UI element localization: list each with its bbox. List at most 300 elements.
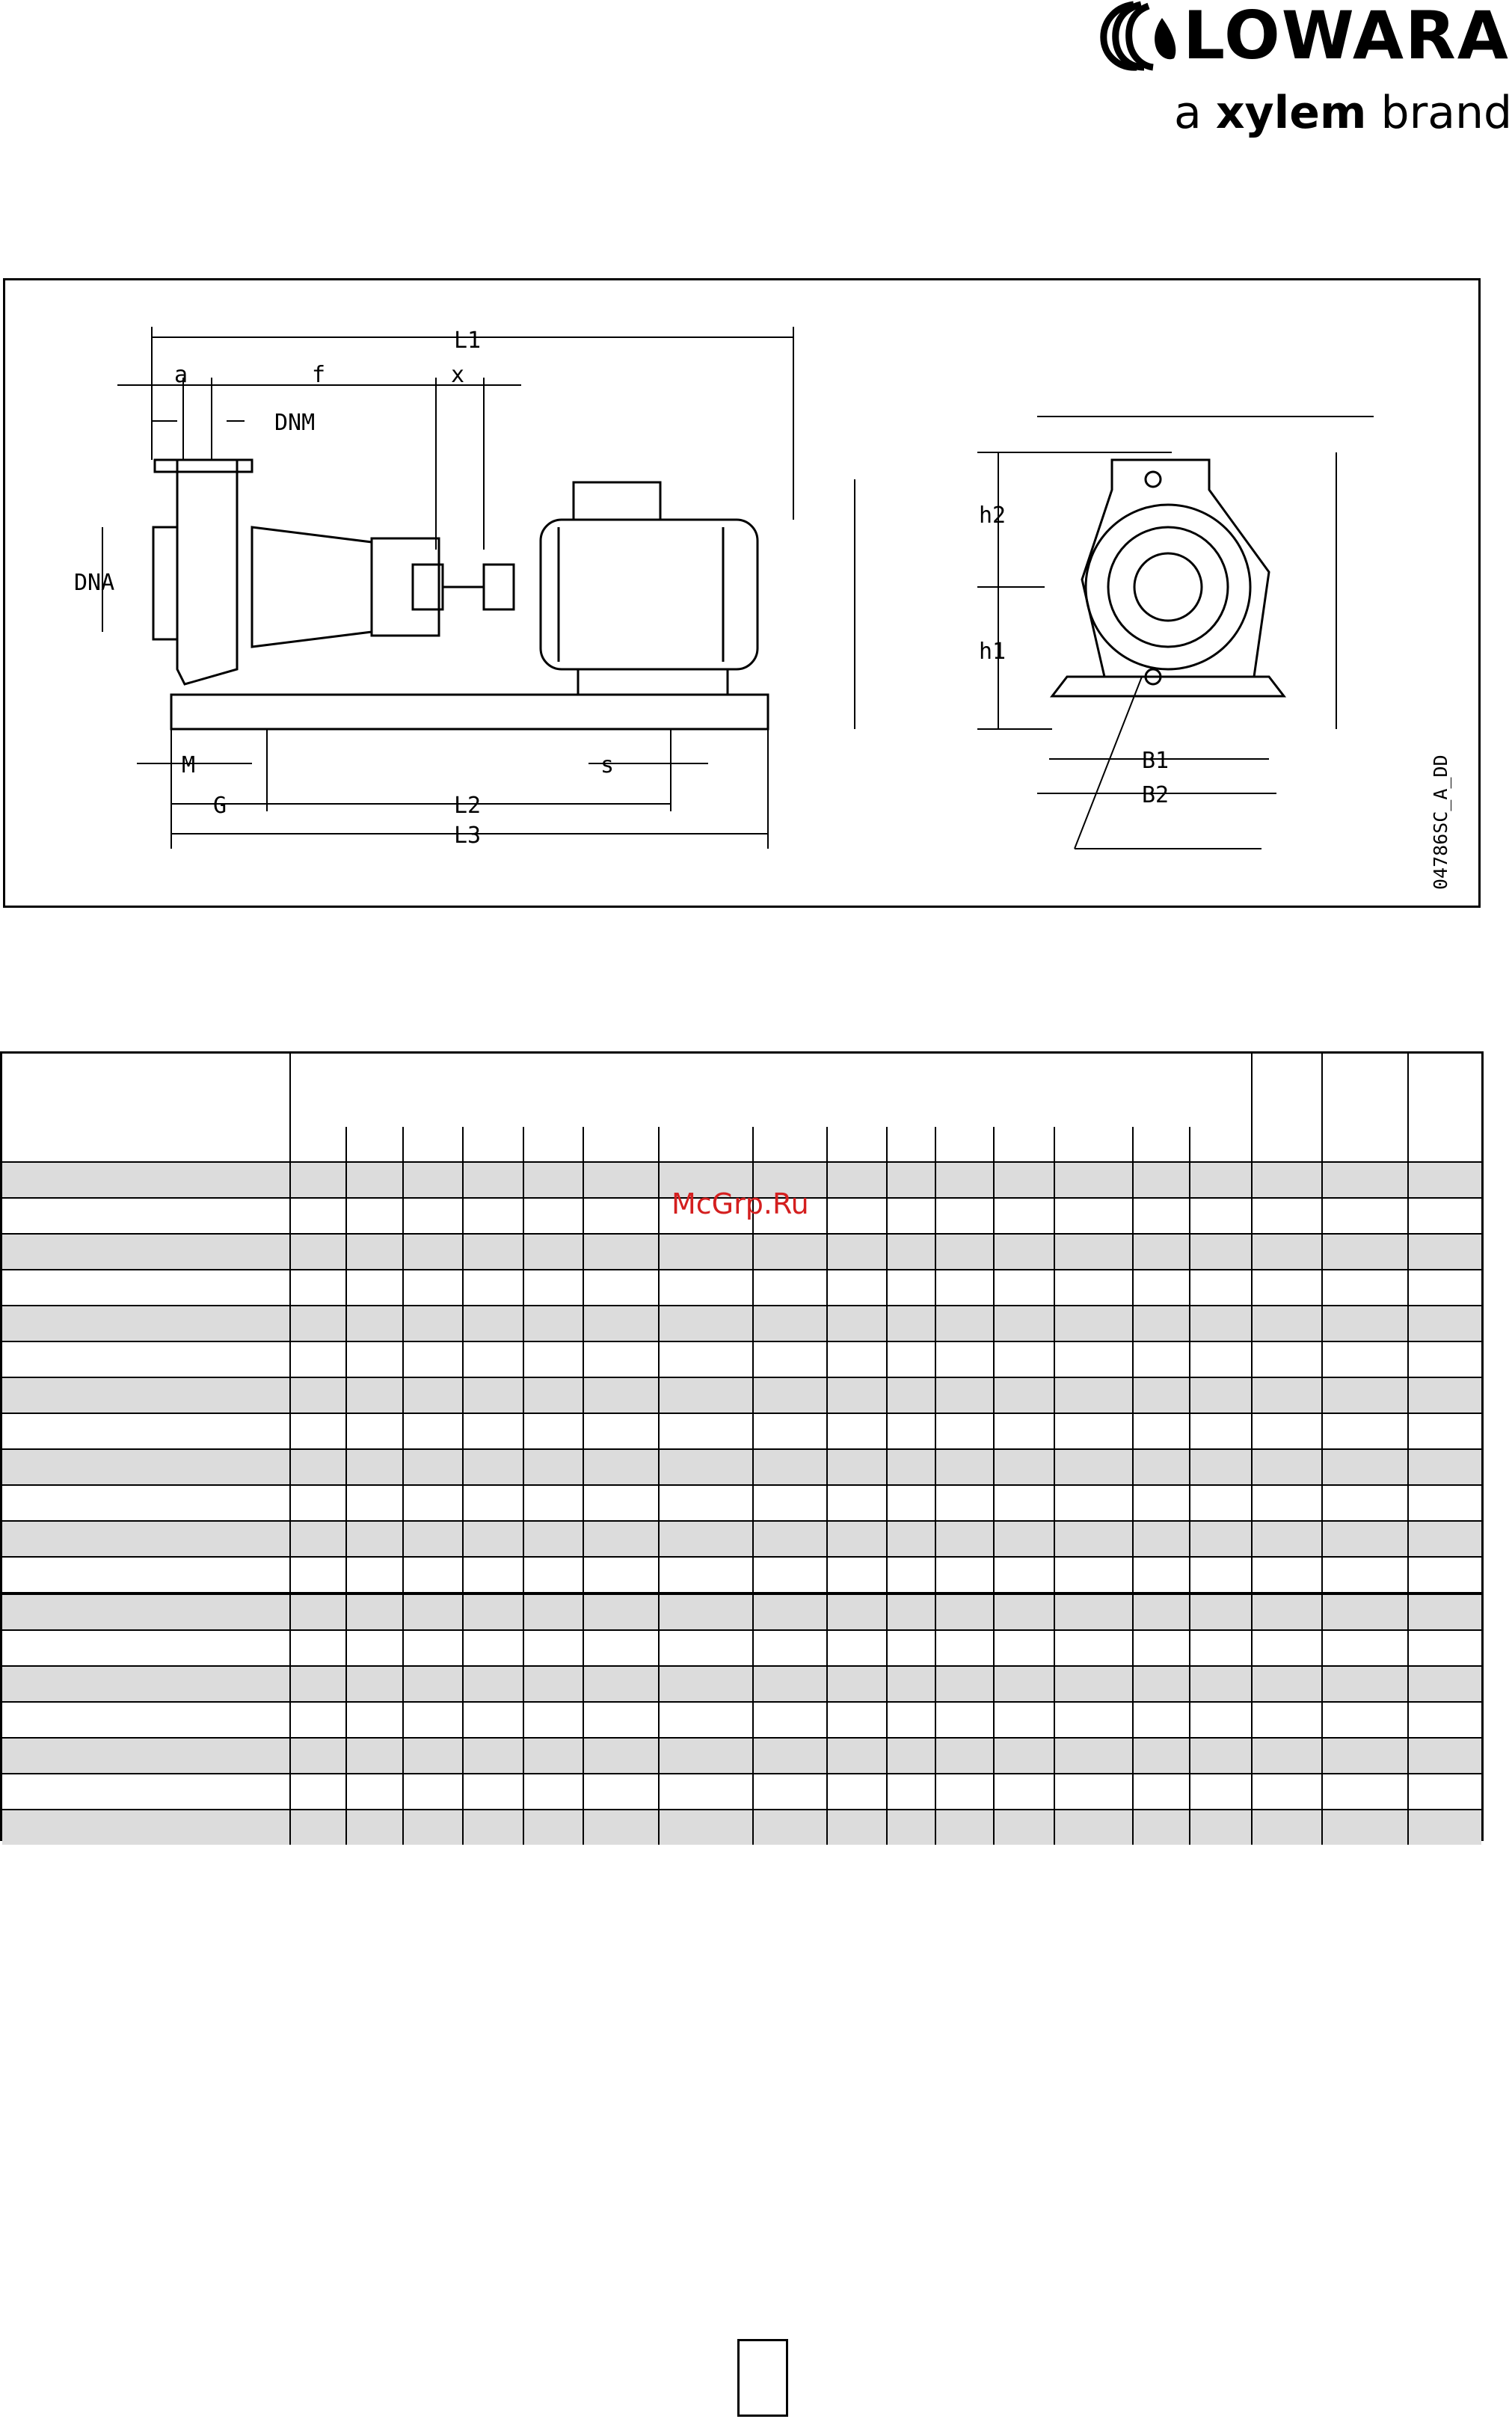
table-cell (2, 1702, 290, 1738)
table-cell (753, 1702, 827, 1738)
table-cell (290, 1234, 347, 1270)
table-cell (753, 1557, 827, 1593)
table-cell (1322, 1306, 1408, 1341)
table-cell (887, 1413, 935, 1449)
table-cell (346, 1449, 403, 1485)
table-cell (1322, 1810, 1408, 1845)
table-cell (583, 1198, 659, 1234)
table-cell (1252, 1557, 1323, 1593)
table-cell (1133, 1306, 1190, 1341)
dim-label-DNA: DNA (74, 570, 115, 596)
table-cell (1408, 1702, 1481, 1738)
table-cell (659, 1557, 753, 1593)
table-cell (994, 1485, 1054, 1521)
brand-logo (1099, 0, 1512, 165)
table-cell (463, 1198, 523, 1234)
table-cell (994, 1738, 1054, 1774)
table-cell (1133, 1162, 1190, 1198)
brand-tagline: a xylem brand (1174, 87, 1512, 139)
table-cell (1054, 1413, 1133, 1449)
table-cell (2, 1666, 290, 1702)
table-cell (583, 1270, 659, 1306)
table-cell (1133, 1810, 1190, 1845)
motor-body-shape (541, 520, 757, 669)
table-cell (1054, 1810, 1133, 1845)
table-cell (935, 1702, 995, 1738)
table-cell (935, 1270, 995, 1306)
table-cell (994, 1198, 1054, 1234)
table-cell (583, 1593, 659, 1630)
table-cell (583, 1630, 659, 1666)
table-cell (403, 1630, 464, 1666)
table-cell (1322, 1377, 1408, 1413)
table-cell (1322, 1666, 1408, 1702)
table-cell (935, 1630, 995, 1666)
table-cell (583, 1413, 659, 1449)
table-cell (659, 1738, 753, 1774)
table-cell (935, 1306, 995, 1341)
table-cell (827, 1666, 888, 1702)
table-cell (583, 1738, 659, 1774)
table-row (2, 1341, 1481, 1377)
table-cell (827, 1593, 888, 1630)
table-cell (1408, 1630, 1481, 1666)
table-cell (523, 1666, 584, 1702)
table-cell (1054, 1341, 1133, 1377)
table-cell (583, 1666, 659, 1702)
table-cell (935, 1810, 995, 1845)
table-cell (659, 1377, 753, 1413)
table-cell (827, 1521, 888, 1557)
dim-label-B1: B1 (1142, 748, 1170, 774)
table-cell (463, 1666, 523, 1702)
table-cell (753, 1306, 827, 1341)
table-cell (290, 1702, 347, 1738)
table-cell (463, 1162, 523, 1198)
table-row (2, 1377, 1481, 1413)
table-row (2, 1485, 1481, 1521)
table-cell (1133, 1485, 1190, 1521)
table-cell (1054, 1593, 1133, 1630)
table-cell (523, 1630, 584, 1666)
table-cell (659, 1521, 753, 1557)
table-cell (1190, 1162, 1252, 1198)
table-cell (2, 1234, 290, 1270)
table-cell (2, 1738, 290, 1774)
table-cell (346, 1198, 403, 1234)
pump-casing-shape (177, 460, 237, 684)
table-cell (403, 1341, 464, 1377)
table-cell (887, 1162, 935, 1198)
table-cell (1252, 1198, 1323, 1234)
table-cell (1408, 1774, 1481, 1810)
table-cell (1133, 1449, 1190, 1485)
table-cell (1252, 1666, 1323, 1702)
table-cell (887, 1521, 935, 1557)
table-cell (583, 1810, 659, 1845)
table-cell (463, 1341, 523, 1377)
table-cell (403, 1306, 464, 1341)
table-cell (583, 1521, 659, 1557)
brand-name: LOWARA (1183, 0, 1510, 74)
table-cell (2, 1521, 290, 1557)
table-cell (1054, 1377, 1133, 1413)
table-row (2, 1774, 1481, 1810)
table-cell (1190, 1521, 1252, 1557)
table-cell (1322, 1557, 1408, 1593)
table-cell (1408, 1557, 1481, 1593)
table-cell (403, 1234, 464, 1270)
table-cell (583, 1485, 659, 1521)
table-cell (994, 1162, 1054, 1198)
table-cell (583, 1449, 659, 1485)
dim-label-a: a (174, 362, 188, 388)
table-cell (994, 1810, 1054, 1845)
table-cell (887, 1702, 935, 1738)
table-cell (583, 1377, 659, 1413)
table-cell (1408, 1377, 1481, 1413)
table-cell (1054, 1234, 1133, 1270)
table-cell (753, 1810, 827, 1845)
table-cell (2, 1557, 290, 1593)
table-cell (403, 1521, 464, 1557)
table-row (2, 1630, 1481, 1666)
table-cell (1190, 1341, 1252, 1377)
table-cell (2, 1413, 290, 1449)
table-cell (463, 1738, 523, 1774)
table-cell (290, 1449, 347, 1485)
dim-label-s: s (600, 752, 615, 778)
table-cell (1252, 1449, 1323, 1485)
table-cell (659, 1234, 753, 1270)
table-cell (1408, 1413, 1481, 1449)
table-cell (1054, 1162, 1133, 1198)
table-cell (1408, 1270, 1481, 1306)
table-cell (753, 1341, 827, 1377)
dim-label-G: G (213, 793, 227, 819)
table-cell (1133, 1341, 1190, 1377)
table-cell (1252, 1162, 1323, 1198)
table-cell (1408, 1198, 1481, 1234)
table-cell (346, 1234, 403, 1270)
table-cell (2, 1630, 290, 1666)
table-cell (1133, 1666, 1190, 1702)
table-cell (659, 1485, 753, 1521)
table-cell (1133, 1377, 1190, 1413)
table-cell (463, 1630, 523, 1666)
table-cell (1408, 1234, 1481, 1270)
table-cell (463, 1521, 523, 1557)
table-cell (935, 1557, 995, 1593)
table-cell (935, 1738, 995, 1774)
table-cell (523, 1702, 584, 1738)
table-cell (523, 1413, 584, 1449)
table-cell (1408, 1449, 1481, 1485)
table-cell (523, 1449, 584, 1485)
table-cell (2, 1485, 290, 1521)
table-cell (827, 1630, 888, 1666)
drawing-code: 04786SC_A_DD (1430, 754, 1451, 890)
table-cell (1054, 1449, 1133, 1485)
table-cell (1322, 1198, 1408, 1234)
table-cell (346, 1702, 403, 1738)
table-cell (994, 1630, 1054, 1666)
table-row (2, 1702, 1481, 1738)
table-cell (753, 1485, 827, 1521)
table-cell (753, 1270, 827, 1306)
table-cell (1252, 1702, 1323, 1738)
table-cell (1054, 1521, 1133, 1557)
table-cell (346, 1666, 403, 1702)
table-cell (1190, 1485, 1252, 1521)
table-cell (1322, 1234, 1408, 1270)
table-cell (994, 1234, 1054, 1270)
table-cell (753, 1377, 827, 1413)
table-cell (1322, 1270, 1408, 1306)
table-cell (1252, 1485, 1323, 1521)
table-cell (659, 1702, 753, 1738)
table-cell (827, 1306, 888, 1341)
table-cell (753, 1521, 827, 1557)
table-cell (994, 1306, 1054, 1341)
table-row (2, 1306, 1481, 1341)
table-cell (2, 1162, 290, 1198)
table-cell (1133, 1557, 1190, 1593)
dim-label-h2: h2 (979, 502, 1007, 529)
table-cell (659, 1810, 753, 1845)
table-cell (1054, 1557, 1133, 1593)
table-cell (887, 1666, 935, 1702)
table-cell (290, 1270, 347, 1306)
dim-label-B2: B2 (1142, 782, 1170, 808)
table-cell (346, 1774, 403, 1810)
table-cell (827, 1557, 888, 1593)
table-cell (1190, 1270, 1252, 1306)
table-cell (827, 1413, 888, 1449)
table-cell (1054, 1485, 1133, 1521)
table-cell (346, 1306, 403, 1341)
table-cell (346, 1341, 403, 1377)
table-cell (290, 1162, 347, 1198)
table-cell (827, 1738, 888, 1774)
table-cell (463, 1413, 523, 1449)
table-cell (887, 1306, 935, 1341)
table-cell (1252, 1341, 1323, 1377)
table-cell (1322, 1413, 1408, 1449)
table-cell (935, 1449, 995, 1485)
table-row (2, 1413, 1481, 1449)
table-cell (290, 1630, 347, 1666)
table-cell (1054, 1702, 1133, 1738)
table-cell (1190, 1234, 1252, 1270)
table-cell (1252, 1413, 1323, 1449)
table-cell (935, 1413, 995, 1449)
table-cell (1054, 1738, 1133, 1774)
table-cell (583, 1162, 659, 1198)
table-cell (1322, 1702, 1408, 1738)
table-cell (659, 1593, 753, 1630)
table-cell (659, 1341, 753, 1377)
table-cell (346, 1270, 403, 1306)
table-cell (403, 1702, 464, 1738)
table-cell (994, 1270, 1054, 1306)
table-cell (827, 1485, 888, 1521)
table-cell (1408, 1485, 1481, 1521)
table-cell (887, 1341, 935, 1377)
table-cell (1190, 1630, 1252, 1666)
table-cell (1190, 1413, 1252, 1449)
table-cell (1322, 1630, 1408, 1666)
table-cell (346, 1630, 403, 1666)
table-cell (346, 1521, 403, 1557)
table-cell (523, 1270, 584, 1306)
table-row (2, 1666, 1481, 1702)
table-cell (290, 1485, 347, 1521)
table-cell (523, 1485, 584, 1521)
table-cell (827, 1341, 888, 1377)
lowara-logo-icon (1099, 1, 1178, 70)
table-cell (994, 1702, 1054, 1738)
dim-label-L1: L1 (454, 328, 482, 354)
table-cell (887, 1485, 935, 1521)
table-cell (463, 1449, 523, 1485)
table-cell (1322, 1485, 1408, 1521)
table-cell (1408, 1738, 1481, 1774)
table-cell (887, 1557, 935, 1593)
table-cell (290, 1810, 347, 1845)
table-cell (2, 1270, 290, 1306)
table-cell (1133, 1630, 1190, 1666)
table-cell (827, 1702, 888, 1738)
table-cell (1190, 1810, 1252, 1845)
table-cell (753, 1774, 827, 1810)
table-cell (463, 1593, 523, 1630)
table-cell (463, 1810, 523, 1845)
table-cell (2, 1377, 290, 1413)
table-cell (346, 1413, 403, 1449)
table-cell (1322, 1449, 1408, 1485)
table-cell (1054, 1306, 1133, 1341)
table-cell (1133, 1774, 1190, 1810)
table-cell (1408, 1162, 1481, 1198)
table-cell (935, 1234, 995, 1270)
table-cell (935, 1377, 995, 1413)
table-cell (1252, 1306, 1323, 1341)
table-cell (1408, 1810, 1481, 1845)
table-cell (583, 1557, 659, 1593)
table-cell (2, 1593, 290, 1630)
table-cell (523, 1557, 584, 1593)
table-cell (1252, 1521, 1323, 1557)
table-cell (1190, 1198, 1252, 1234)
table-cell (753, 1630, 827, 1666)
table-cell (1054, 1666, 1133, 1702)
table-cell (523, 1377, 584, 1413)
table-cell (403, 1198, 464, 1234)
table-cell (523, 1234, 584, 1270)
table-cell (583, 1702, 659, 1738)
table-cell (1322, 1521, 1408, 1557)
table-cell (523, 1162, 584, 1198)
table-cell (935, 1521, 995, 1557)
table-row (2, 1521, 1481, 1557)
table-cell (827, 1377, 888, 1413)
page-number-box (737, 2339, 788, 2417)
table-cell (346, 1557, 403, 1593)
table-cell (1408, 1521, 1481, 1557)
table-cell (463, 1702, 523, 1738)
base-plate-shape (171, 695, 768, 729)
table-cell (403, 1557, 464, 1593)
table-cell (1190, 1557, 1252, 1593)
table-cell (346, 1377, 403, 1413)
dim-label-f: f (312, 362, 326, 388)
table-cell (403, 1449, 464, 1485)
table-cell (935, 1162, 995, 1198)
table-cell (463, 1774, 523, 1810)
table-cell (935, 1666, 995, 1702)
table-cell (290, 1377, 347, 1413)
table-cell (887, 1774, 935, 1810)
table-cell (1054, 1198, 1133, 1234)
table-cell (346, 1485, 403, 1521)
table-cell (463, 1485, 523, 1521)
table-cell (1252, 1377, 1323, 1413)
table-cell (523, 1198, 584, 1234)
table-cell (2, 1774, 290, 1810)
table-cell (403, 1413, 464, 1449)
table-cell (403, 1162, 464, 1198)
table-row (2, 1270, 1481, 1306)
table-cell (1322, 1162, 1408, 1198)
table-cell (753, 1593, 827, 1630)
table-cell (346, 1738, 403, 1774)
table-cell (2, 1341, 290, 1377)
table-cell (290, 1593, 347, 1630)
table-cell (1054, 1270, 1133, 1306)
table-cell (659, 1270, 753, 1306)
table-cell (523, 1341, 584, 1377)
table-cell (1322, 1341, 1408, 1377)
table-cell (1190, 1377, 1252, 1413)
table-cell (523, 1521, 584, 1557)
table-row (2, 1738, 1481, 1774)
table-cell (1054, 1630, 1133, 1666)
dim-label-DNM: DNM (274, 410, 316, 436)
table-cell (583, 1341, 659, 1377)
table-cell (659, 1413, 753, 1449)
table-cell (887, 1234, 935, 1270)
table-cell (827, 1234, 888, 1270)
table-cell (1133, 1234, 1190, 1270)
table-cell (827, 1810, 888, 1845)
table-cell (523, 1810, 584, 1845)
table-cell (346, 1162, 403, 1198)
table-cell (1133, 1198, 1190, 1234)
table-cell (659, 1630, 753, 1666)
table-body (2, 1054, 1481, 1845)
table-cell (935, 1485, 995, 1521)
table-cell (1054, 1774, 1133, 1810)
table-cell (994, 1449, 1054, 1485)
watermark: McGrp.Ru (672, 1187, 809, 1220)
table-cell (935, 1593, 995, 1630)
table-cell (887, 1593, 935, 1630)
table-cell (659, 1449, 753, 1485)
table-cell (1190, 1666, 1252, 1702)
table-cell (827, 1198, 888, 1234)
table-cell (994, 1666, 1054, 1702)
